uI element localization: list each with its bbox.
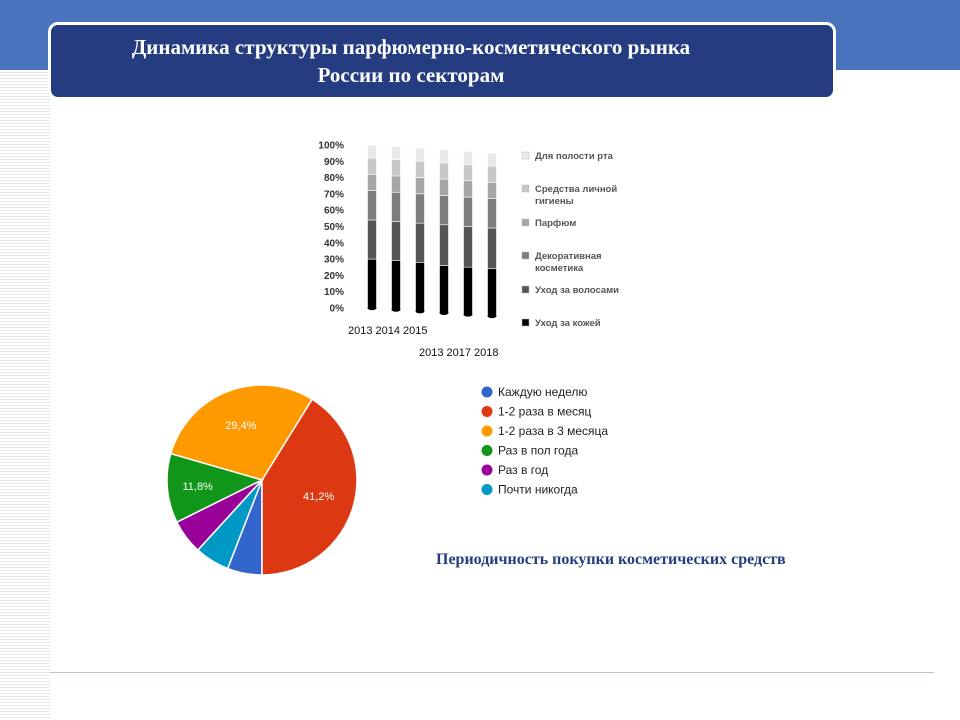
bar-segment — [440, 195, 449, 224]
footer-line — [50, 672, 934, 673]
legend-label: косметика — [535, 263, 584, 274]
bar-segment — [392, 176, 401, 192]
legend-label: Декоративная — [535, 251, 602, 262]
pie-caption: Периодичность покупки косметических средств — [436, 551, 786, 568]
bar-segment — [416, 194, 425, 223]
pie-data-label: 11,8% — [182, 480, 213, 493]
bar-segment — [488, 199, 497, 228]
bar-segment — [416, 178, 425, 194]
legend-swatch — [522, 185, 529, 192]
pie-data-label: 29,4% — [225, 420, 257, 433]
legend-label: гигиены — [535, 196, 574, 207]
bar-segment — [488, 182, 497, 198]
bar-segment — [488, 153, 497, 166]
x-category-labels-top: 2013 2014 2015 — [348, 325, 428, 337]
bar-base — [488, 314, 497, 318]
bar-segment — [464, 197, 473, 226]
legend-label: Почти никогда — [498, 482, 578, 497]
pie-data-label: 41,2% — [303, 491, 335, 504]
bar-segment — [464, 226, 473, 267]
legend-swatch — [522, 319, 529, 326]
legend-dot — [482, 465, 493, 476]
legend-swatch — [522, 219, 529, 226]
legend-swatch — [522, 252, 529, 259]
legend-dot — [482, 387, 493, 398]
bar-base — [392, 307, 401, 311]
legend-label: 1-2 раза в 3 месяца — [498, 424, 609, 438]
pie-chart — [160, 380, 620, 580]
bar-segment — [368, 220, 377, 259]
legend-swatch — [522, 152, 529, 159]
bar-segment — [488, 166, 497, 182]
y-tick-label: 30% — [323, 254, 344, 266]
legend-label: Каждую неделю — [498, 385, 588, 399]
y-tick-label: 90% — [323, 156, 344, 168]
legend-label: Для полости рта — [535, 151, 613, 162]
bar-segment — [464, 151, 473, 164]
legend-swatch — [522, 286, 529, 293]
bar-segment — [464, 164, 473, 180]
bar-base — [440, 311, 449, 315]
bar-segment — [392, 261, 401, 310]
bar-segment — [392, 160, 401, 176]
bar-segment — [464, 267, 473, 314]
bar-segment — [440, 163, 449, 179]
bar-segment — [416, 148, 425, 161]
legend-label: Раз в год — [498, 463, 549, 477]
legend-label: Раз в пол года — [498, 443, 579, 458]
y-tick-label: 40% — [323, 238, 344, 250]
y-tick-label: 100% — [318, 140, 344, 152]
y-tick-label: 80% — [323, 173, 344, 185]
bar-segment — [416, 262, 425, 311]
legend-label: 1-2 раза в месяц — [498, 404, 592, 419]
legend-dot — [482, 484, 493, 495]
bar-segment — [392, 192, 401, 221]
bar-segment — [368, 191, 377, 220]
title-line-2: России по секторам — [317, 63, 505, 87]
bar-segment — [440, 150, 449, 163]
bar-segment — [368, 259, 377, 308]
bar-segment — [392, 222, 401, 261]
bar-segment — [440, 179, 449, 195]
legend-label: Средства личной — [535, 184, 618, 195]
bar-segment — [416, 161, 425, 177]
y-tick-label: 0% — [329, 303, 344, 315]
bar-segment — [368, 174, 377, 190]
bar-segment — [488, 269, 497, 316]
bar-segment — [440, 225, 449, 266]
legend-label: Уход за волосами — [535, 285, 620, 296]
y-tick-label: 50% — [323, 222, 344, 233]
bar-segment — [392, 147, 401, 160]
title-box — [48, 22, 836, 100]
legend-dot — [482, 426, 493, 437]
legend-label: Парфюм — [535, 218, 577, 229]
bar-segment — [416, 223, 425, 262]
bar-segment — [464, 181, 473, 197]
bar-base — [416, 309, 425, 313]
title-line-1: Динамика структуры парфюмерно-косметического рынка — [131, 35, 691, 59]
x-category-labels-bottom: 2013 2017 2018 — [419, 347, 499, 359]
left-stripes — [0, 70, 50, 720]
bar-base — [464, 312, 473, 316]
stacked-bar-chart — [306, 134, 626, 362]
y-tick-label: 10% — [323, 287, 344, 299]
slide-title — [51, 33, 771, 89]
bar-segment — [488, 228, 497, 269]
legend-dot — [482, 445, 493, 456]
bar-base — [368, 306, 377, 310]
bar-segment — [368, 158, 377, 174]
legend-label: Уход за кожей — [535, 318, 601, 329]
y-tick-label: 60% — [323, 205, 344, 217]
bar-segment — [368, 145, 377, 158]
y-tick-label: 70% — [323, 189, 344, 201]
bar-segment — [440, 266, 449, 313]
legend-dot — [482, 406, 493, 417]
y-tick-label: 20% — [323, 270, 344, 282]
